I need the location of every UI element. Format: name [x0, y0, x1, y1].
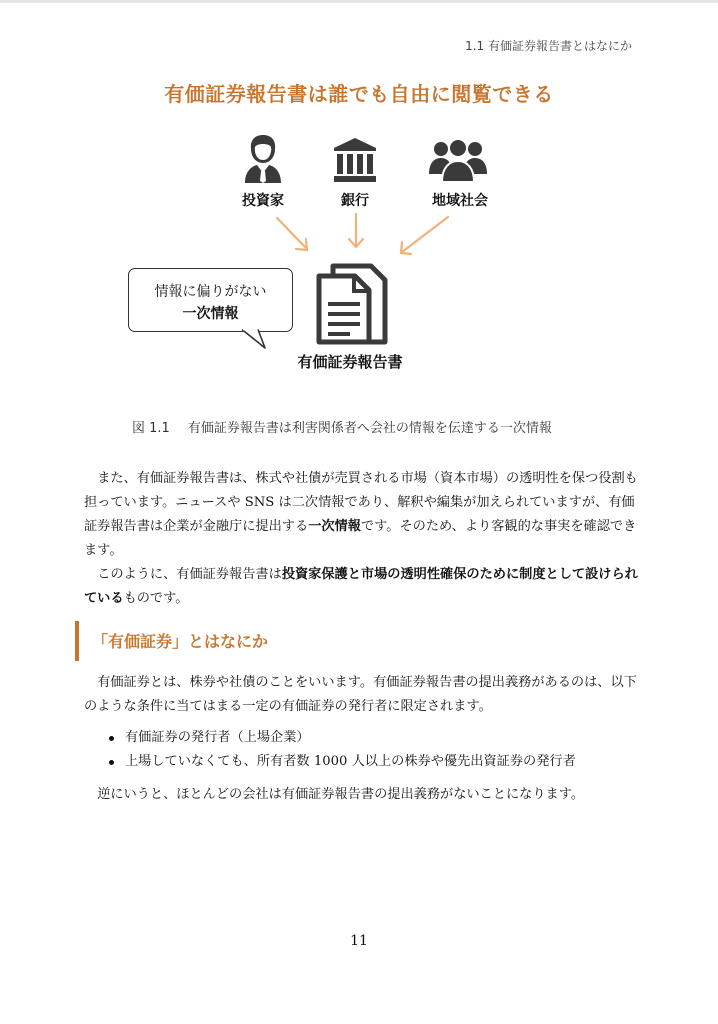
flow-arrows — [250, 210, 470, 270]
investor-icon — [243, 133, 283, 185]
section-marker — [75, 621, 79, 661]
figure-title: 有価証券報告書は誰でも自由に閲覧できる — [164, 82, 554, 106]
paragraph-2 — [84, 563, 640, 611]
list-item: 上場していなくても、所有者数 1000 人以上の株券や優先出資証券の発行者 — [107, 750, 576, 774]
p2-text-b: ものです。 — [123, 591, 189, 606]
actor-label-bank: 銀行 — [341, 193, 369, 209]
callout-line1: 情報に偏りがない — [154, 284, 267, 300]
section-text — [84, 671, 640, 719]
callout-tail — [240, 328, 270, 352]
document-label: 有価証券報告書 — [297, 353, 403, 371]
callout-bubble — [128, 268, 293, 332]
p1-bold: 一次情報 — [308, 519, 361, 534]
community-icon — [429, 138, 487, 182]
caption-number: 図 1.1 — [132, 421, 170, 436]
list-item: 有価証券の発行者（上場企業） — [107, 726, 576, 750]
body-text — [84, 467, 640, 611]
section-heading: 「有価証券」とはなにか — [92, 632, 269, 651]
top-rule — [0, 0, 718, 3]
paragraph-3: 有価証券とは、株券や社債のことをいいます。有価証券報告書の提出義務があるのは、以下のような条件に当てはまる一定の有価証券の発行者に限定されます。 — [84, 675, 637, 714]
document-stack-icon — [315, 262, 389, 346]
callout-line2: 一次情報 — [182, 306, 239, 322]
closing-text — [84, 783, 640, 807]
paragraph-4: 逆にいうと、ほとんどの会社は有価証券報告書の提出義務がないことになります。 — [97, 787, 585, 802]
p1-text-a: また、有価証券報告書は、株式や社債が売買される市場（資本市場）の透明性を保つ役割も担っています。ニュースや SNS は二次情報であり、解釈や編集が加えられていますが、有価証券報告書は企業が金融庁に提出する — [84, 471, 638, 534]
running-head: 1.1 有価証券報告書とはなにか — [465, 39, 632, 53]
figure-caption — [132, 417, 552, 436]
bank-icon — [333, 137, 377, 183]
bullet-list — [107, 726, 576, 774]
page-number: 11 — [350, 933, 368, 949]
p1-text-b: です。そのため、より客観的な事実を確認できます。 — [84, 519, 637, 558]
paragraph-1 — [84, 467, 640, 563]
p2-text-a: このように、有価証券報告書は — [97, 567, 282, 582]
actor-label-community: 地域社会 — [432, 193, 488, 209]
actor-label-investor: 投資家 — [242, 193, 284, 209]
caption-text: 有価証券報告書は利害関係者へ会社の情報を伝達する一次情報 — [187, 421, 552, 436]
p2-bold: 投資家保護と市場の透明性確保のために制度として設けられている — [84, 567, 638, 606]
